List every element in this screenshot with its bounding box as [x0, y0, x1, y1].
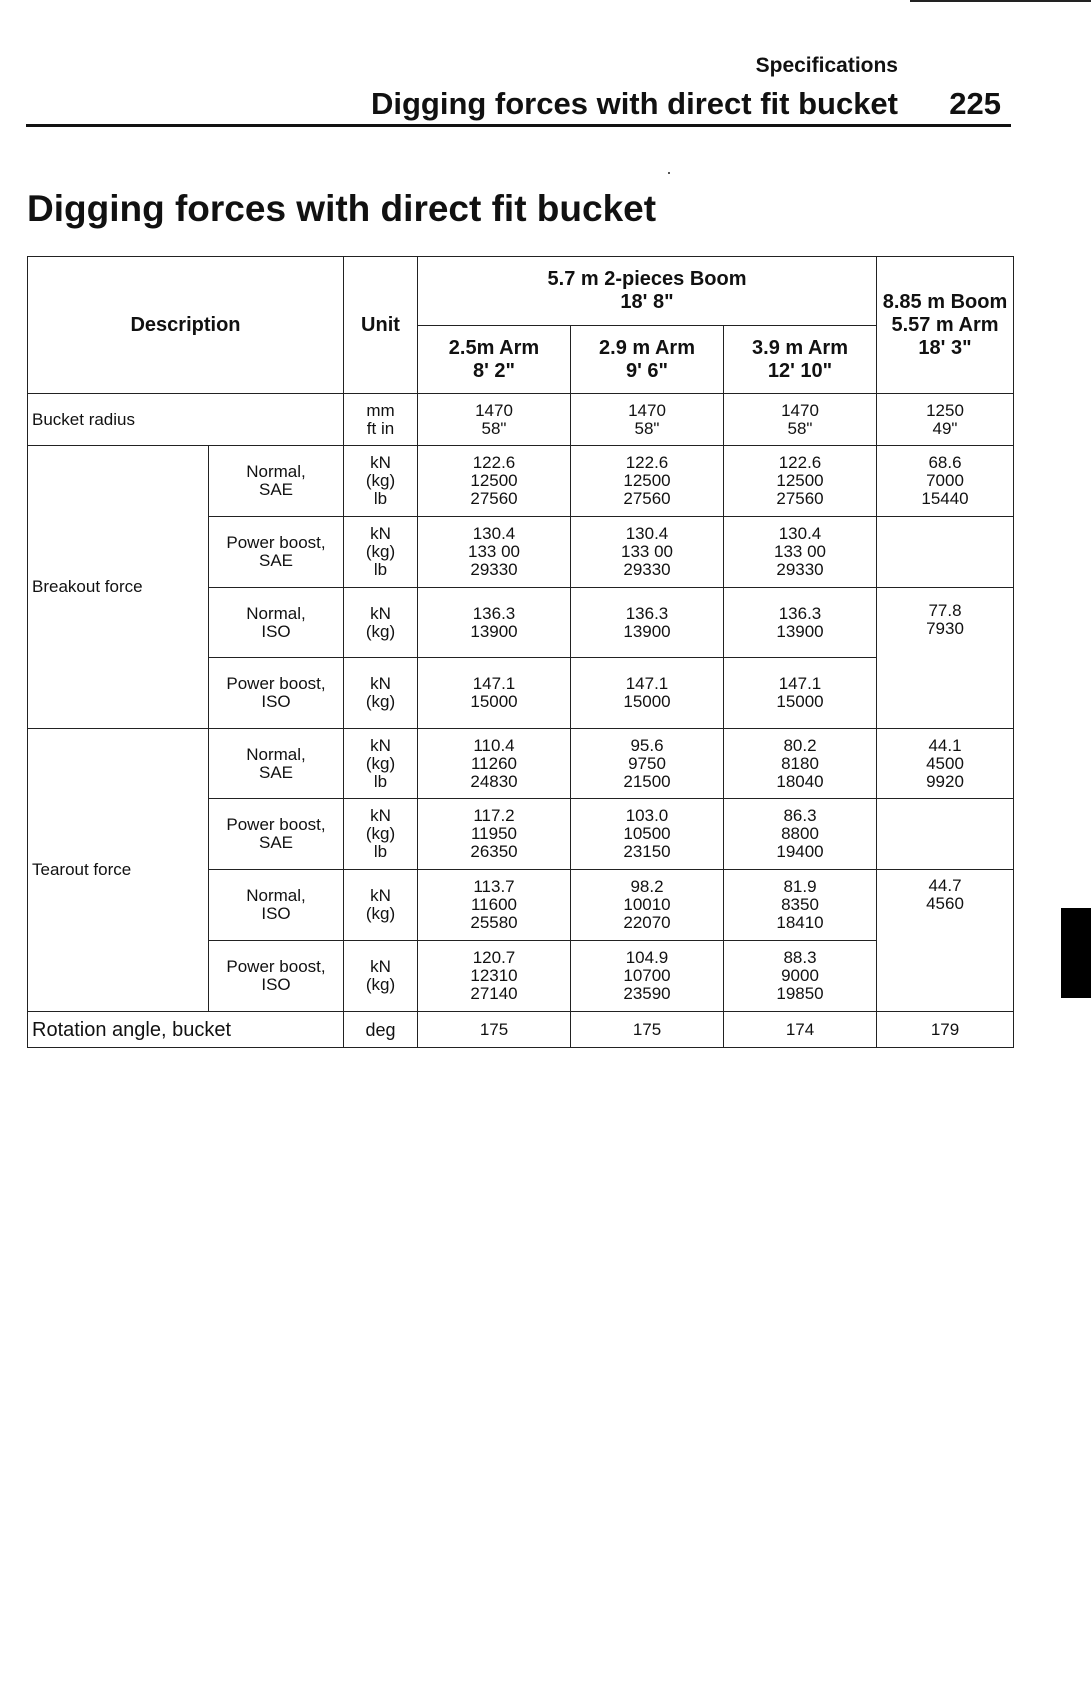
value-cell: 88.3 9000 19850 — [724, 941, 877, 1012]
rotation-angle-label: Rotation angle, bucket — [28, 1012, 344, 1048]
page-title: Digging forces with direct fit bucket — [27, 188, 657, 229]
value-cell: 80.2 8180 18040 — [724, 729, 877, 799]
value-cell: 136.3 13900 — [724, 588, 877, 658]
value-cell: 104.9 10700 23590 — [571, 941, 724, 1012]
value-cell: 122.6 12500 27560 — [571, 446, 724, 517]
page-number: 225 — [949, 86, 1001, 121]
breakout-force-label: Breakout force — [28, 446, 209, 729]
mode-cell: Power boost, ISO — [209, 658, 344, 729]
unit-cell: kN (kg) — [344, 870, 418, 941]
value-cell: 77.8 7930 — [877, 588, 1014, 729]
value-cell: 86.3 8800 19400 — [724, 799, 877, 870]
header-group-boom: 5.7 m 2-pieces Boom 18' 8" — [418, 257, 877, 326]
header-arm-1: 2.5m Arm 8' 2" — [418, 326, 571, 394]
unit-cell: kN (kg) lb — [344, 729, 418, 799]
table-row — [28, 394, 1014, 446]
speck — [668, 172, 670, 174]
value-cell: 122.6 12500 27560 — [418, 446, 571, 517]
mode-cell: Power boost, SAE — [209, 517, 344, 588]
value-cell: 174 — [724, 1012, 877, 1048]
section-header: Specifications — [755, 54, 898, 77]
value-cell: 117.2 11950 26350 — [418, 799, 571, 870]
value-cell: 1470 58" — [724, 394, 877, 446]
unit-cell: kN (kg) — [344, 941, 418, 1012]
value-cell: 130.4 133 00 29330 — [571, 517, 724, 588]
mode-cell: Normal, ISO — [209, 870, 344, 941]
table-row — [28, 729, 1014, 799]
unit-cell: kN (kg) lb — [344, 799, 418, 870]
running-title: Digging forces with direct fit bucket — [370, 86, 898, 121]
top-edge-rule — [910, 0, 1091, 2]
value-cell: 1470 58" — [571, 394, 724, 446]
mode-cell: Power boost, SAE — [209, 799, 344, 870]
value-cell: 147.1 15000 — [724, 658, 877, 729]
value-cell: 110.4 11260 24830 — [418, 729, 571, 799]
empty-cell — [877, 799, 1014, 870]
table-row — [28, 1012, 1014, 1048]
value-cell: 175 — [571, 1012, 724, 1048]
value-cell: 113.7 11600 25580 — [418, 870, 571, 941]
unit-cell: kN (kg) — [344, 658, 418, 729]
header-arm-2: 2.9 m Arm 9' 6" — [571, 326, 724, 394]
value-cell: 95.6 9750 21500 — [571, 729, 724, 799]
unit-cell: deg — [344, 1012, 418, 1048]
value-cell: 136.3 13900 — [418, 588, 571, 658]
tearout-force-label: Tearout force — [28, 729, 209, 1012]
value-cell: 175 — [418, 1012, 571, 1048]
value-cell: 98.2 10010 22070 — [571, 870, 724, 941]
value-cell: 68.6 7000 15440 — [877, 446, 1014, 517]
header-arm-3: 3.9 m Arm 12' 10" — [724, 326, 877, 394]
value-cell: 120.7 12310 27140 — [418, 941, 571, 1012]
mode-cell: Normal, SAE — [209, 729, 344, 799]
bucket-radius-label: Bucket radius — [28, 394, 344, 446]
value-cell: 1250 49" — [877, 394, 1014, 446]
value-cell: 147.1 15000 — [418, 658, 571, 729]
unit-cell: kN (kg) lb — [344, 517, 418, 588]
value-cell: 1470 58" — [418, 394, 571, 446]
value-cell: 44.7 4560 — [877, 870, 1014, 1012]
value-cell: 136.3 13900 — [571, 588, 724, 658]
value-cell: 130.4 133 00 29330 — [418, 517, 571, 588]
mode-cell: Normal, SAE — [209, 446, 344, 517]
mode-cell: Power boost, ISO — [209, 941, 344, 1012]
empty-cell — [877, 517, 1014, 588]
header-unit: Unit — [344, 257, 418, 394]
digging-forces-table — [27, 256, 1014, 1048]
value-cell: 122.6 12500 27560 — [724, 446, 877, 517]
header-boom2: 8.85 m Boom 5.57 m Arm 18' 3" — [877, 257, 1014, 394]
value-cell: 44.1 4500 9920 — [877, 729, 1014, 799]
value-cell: 130.4 133 00 29330 — [724, 517, 877, 588]
value-cell: 179 — [877, 1012, 1014, 1048]
header-description: Description — [28, 257, 344, 394]
value-cell: 81.9 8350 18410 — [724, 870, 877, 941]
value-cell: 103.0 10500 23150 — [571, 799, 724, 870]
unit-cell: kN (kg) — [344, 588, 418, 658]
thumb-index-tab — [1061, 908, 1091, 998]
mode-cell: Normal, ISO — [209, 588, 344, 658]
table-row — [28, 446, 1014, 517]
unit-cell: mm ft in — [344, 394, 418, 446]
running-header — [26, 84, 1011, 127]
unit-cell: kN (kg) lb — [344, 446, 418, 517]
value-cell: 147.1 15000 — [571, 658, 724, 729]
